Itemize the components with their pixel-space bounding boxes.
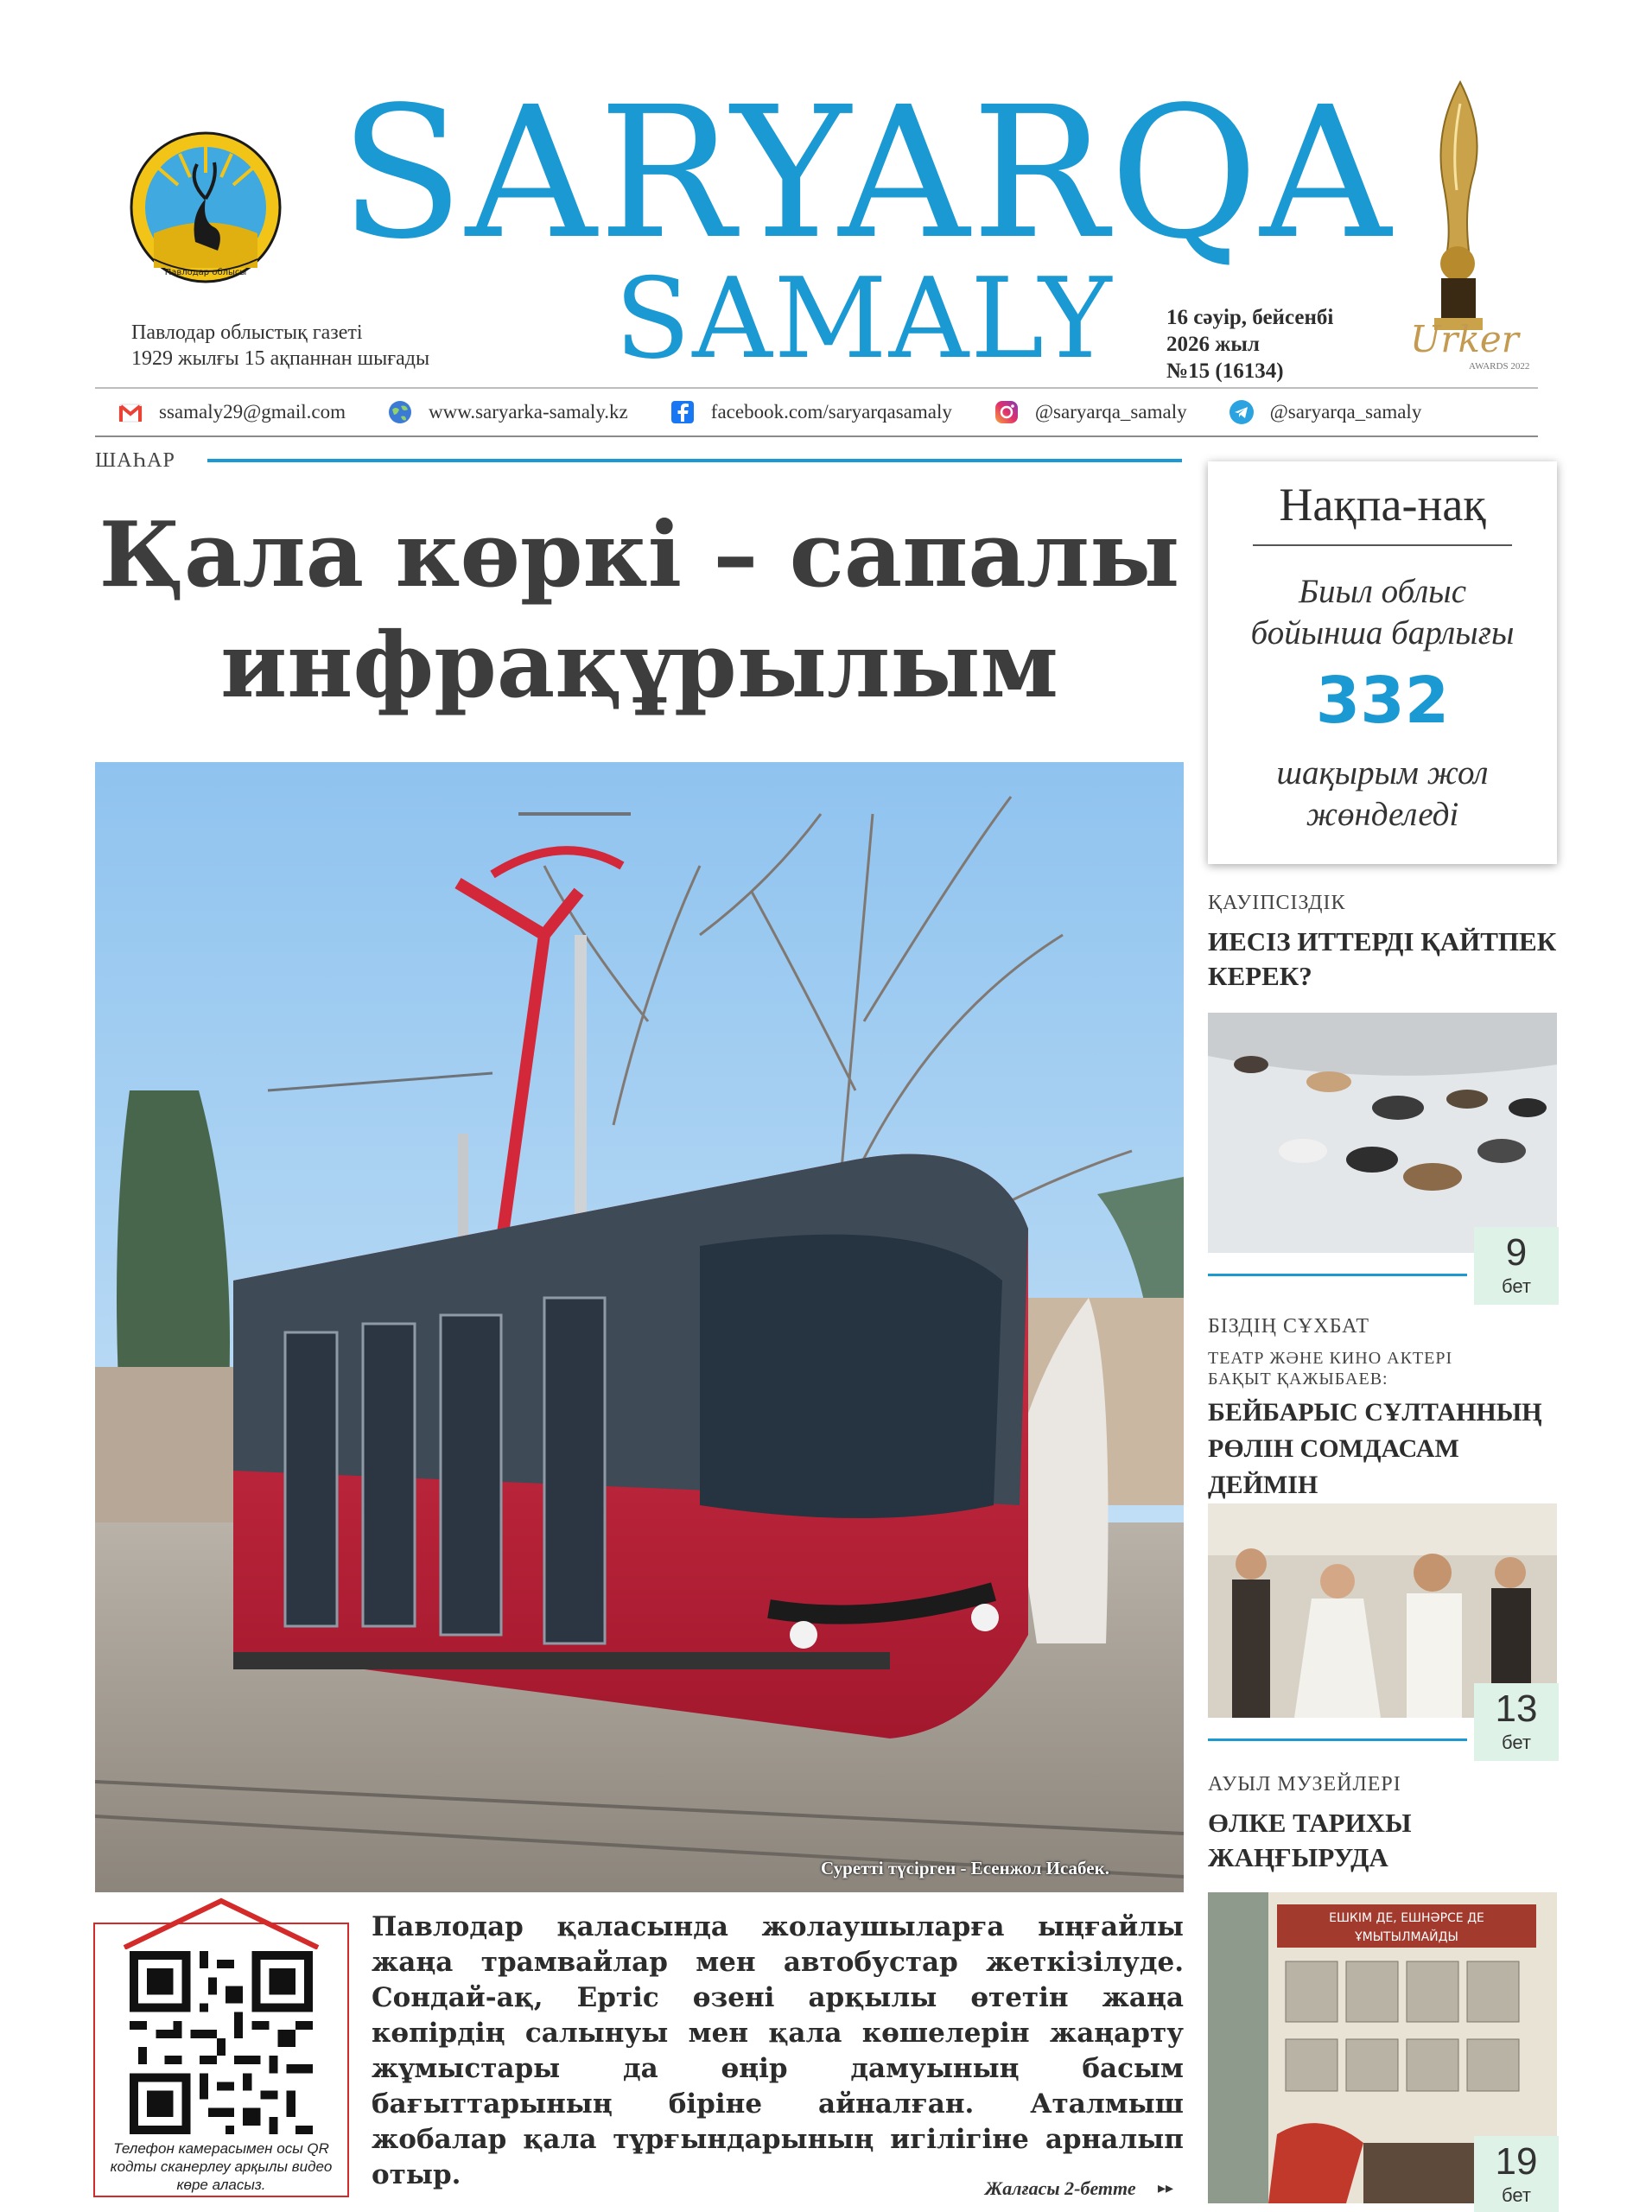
continued-on-page[interactable]: Жалғасы 2-бетте xyxy=(985,2177,1136,2199)
fact-number: 332 xyxy=(1315,664,1450,738)
photo-credit: Суретті түсірген - Есенжол Исабек. xyxy=(821,1858,1109,1878)
teaser-2-title[interactable]: БЕЙБАРЫС СҰЛТАННЫҢ РӨЛІН СОМДАСАМ ДЕЙМІН xyxy=(1208,1398,1542,1499)
issue-info xyxy=(1166,304,1333,385)
globe-icon xyxy=(387,399,413,425)
contact-website-text: www.saryarka-samaly.kz xyxy=(429,401,628,423)
contact-telegram-text: @saryarqa_samaly xyxy=(1269,401,1422,423)
contact-facebook-text: facebook.com/saryarqasamaly xyxy=(710,401,952,423)
headline-line-1: Қала көркі – сапалы xyxy=(98,501,1180,607)
tram-photo xyxy=(95,762,1184,1892)
fact-box-title: Нақпа-нақ xyxy=(1279,479,1486,531)
issue-year: 2026 жыл xyxy=(1166,333,1260,356)
teaser-2-kicker-line-1: ТЕАТР ЖӘНЕ КИНО АКТЕРІ xyxy=(1208,1349,1453,1368)
instagram-icon xyxy=(994,399,1020,425)
contact-email-text: ssamaly29@gmail.com xyxy=(159,401,346,423)
teaser-3-title[interactable]: ӨЛКЕ ТАРИХЫ ЖАҢҒЫРУДА xyxy=(1208,1808,1412,1872)
teaser-3-page-number: 19 xyxy=(1495,2140,1538,2183)
house-roof-icon xyxy=(121,1897,321,1949)
double-arrow-icon: ▸▸ xyxy=(1158,2179,1174,2196)
newspaper-title-second-line: SAMALY xyxy=(614,255,1114,384)
qr-caption: Телефон камерасымен осы QR кодты сканерлеу арқылы видео көре аласыз. xyxy=(110,2140,333,2193)
qr-code-icon[interactable] xyxy=(130,1951,313,2134)
headline-line-2: инфрақұрылым xyxy=(220,612,1058,718)
teaser-2-section: БІЗДІҢ СҰХБАТ xyxy=(1208,1315,1370,1338)
teaser-1-page-word: бет xyxy=(1502,1275,1531,1297)
teaser-1-rule xyxy=(1208,1274,1467,1276)
fact-line-4: жөнделеді xyxy=(1306,796,1459,833)
fact-line-2: бойынша барлығы xyxy=(1250,614,1515,652)
main-section-label: ШАҺАР xyxy=(95,449,175,472)
fact-line-1: Биыл облыс xyxy=(1298,573,1467,610)
stray-dogs-photo[interactable] xyxy=(1208,1013,1557,1253)
fact-line-3: шақырым жол xyxy=(1276,754,1489,791)
award-year-label: AWARDS 2022 xyxy=(1469,361,1530,372)
issue-date: 16 сәуір, бейсенбі xyxy=(1166,306,1334,329)
contact-website[interactable] xyxy=(387,399,628,425)
contact-instagram-text: @saryarqa_samaly xyxy=(1034,401,1187,423)
masthead xyxy=(0,0,1652,423)
svg-text:ЕШКІМ ДЕ, ЕШНӘРСЕ ДЕ: ЕШКІМ ДЕ, ЕШНӘРСЕ ДЕ xyxy=(1329,1911,1484,1925)
teaser-2-page-word: бет xyxy=(1502,1732,1531,1753)
contact-bar xyxy=(95,387,1538,437)
main-headline[interactable] xyxy=(78,499,1201,721)
subtitle-line-2: 1929 жылғы 15 ақпаннан шығады xyxy=(131,347,430,370)
newspaper-subtitle xyxy=(131,320,429,372)
section-divider xyxy=(207,459,1182,462)
teaser-3-page-badge[interactable] xyxy=(1474,2136,1559,2212)
teaser-2-kicker-line-2: БАҚЫТ ҚАЖЫБАЕВ: xyxy=(1208,1370,1388,1389)
teaser-2-page-number: 13 xyxy=(1495,1688,1538,1730)
contact-email[interactable] xyxy=(118,399,346,425)
teaser-3-page-word: бет xyxy=(1502,2184,1531,2206)
contact-instagram[interactable] xyxy=(994,399,1187,425)
newspaper-title: SARYARQA xyxy=(339,67,1394,279)
contact-telegram[interactable] xyxy=(1229,399,1422,425)
teaser-2-rule xyxy=(1208,1738,1467,1741)
svg-text:Павлодар облысы: Павлодар облысы xyxy=(164,268,247,277)
teaser-2-page-badge[interactable] xyxy=(1474,1683,1559,1761)
contact-facebook[interactable] xyxy=(670,399,952,425)
lead-paragraph: Павлодар қаласында жолаушыларға ыңғайлы жаңа трамвайлар мен автобустар жеткізілуде. Сондай-ақ, Ертіс өзені арқылы өтетін жаңа көпірдің салынуы мен қала көшелерін жаңарту жұмыстары да өңір дамуының басым бағыттарының біріне айналған. Аталмыш жобалар қала тұрғындарының игілігіне арналып отыр. xyxy=(372,1911,1184,2190)
teaser-1-title[interactable]: ИЕСІЗ ИТТЕРДІ ҚАЙТПЕК КЕРЕК? xyxy=(1208,926,1557,991)
teaser-1-section: ҚАУІПСІЗДІК xyxy=(1208,892,1346,914)
pavlodar-region-emblem xyxy=(128,130,283,285)
facebook-icon xyxy=(670,399,696,425)
fact-box-divider xyxy=(1253,544,1512,546)
award-label: Urker xyxy=(1410,318,1519,360)
telegram-icon xyxy=(1229,399,1255,425)
teaser-1-page-badge[interactable] xyxy=(1474,1227,1559,1305)
gmail-icon xyxy=(118,399,143,425)
teaser-3-section: АУЫЛ МУЗЕЙЛЕРІ xyxy=(1208,1773,1401,1796)
fact-box xyxy=(1208,461,1557,864)
teaser-1-page-number: 9 xyxy=(1505,1231,1528,1274)
svg-text:ҰМЫТЫЛМАЙДЫ: ҰМЫТЫЛМАЙДЫ xyxy=(1355,1930,1458,1944)
issue-number: №15 (16134) xyxy=(1166,359,1284,383)
subtitle-line-1: Павлодар облыстық газеті xyxy=(131,321,363,344)
